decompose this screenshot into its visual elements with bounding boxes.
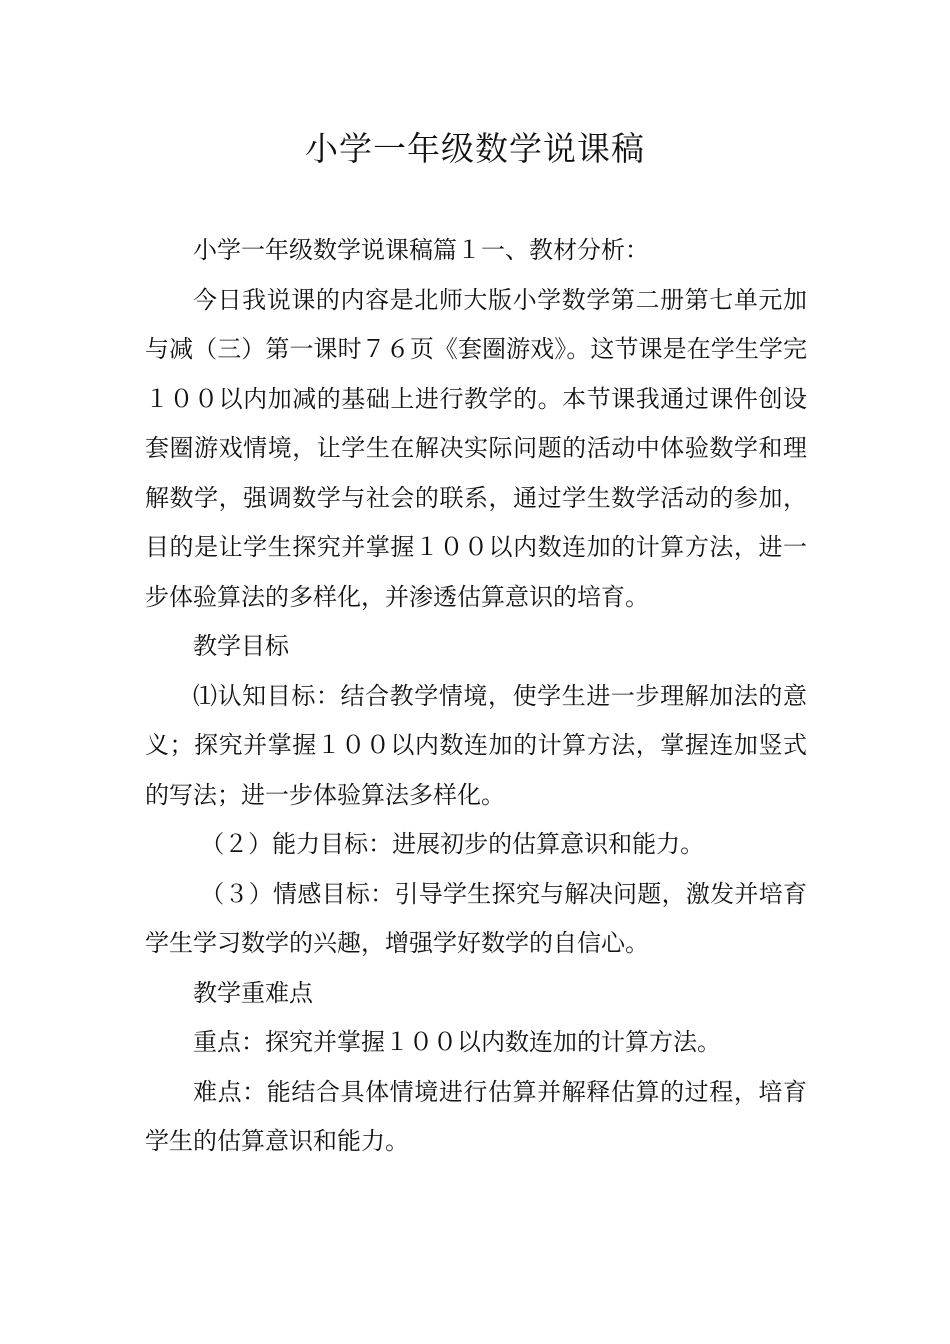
paragraph-material-analysis: 今日我说课的内容是北师大版小学数学第二册第七单元加与减（三）第一课时７６页《套圈游戏》。这节课是在学生学完１００以内加减的基础上进行教学的。本节课我通过课件创设套圈游戏情境，让学生在解决实际问题的活动中体验数学和理解数学，强调数学与社会的联系，通过学生数学活动的参加，目的是让学生探究并掌握１００以内数连加的计算方法，进一步体验算法的多样化，并渗透估算意识的培育。 [145, 285, 807, 611]
paragraph-emotional-goal: （３）情感目标：引导学生探究与解决问题，激发并培育学生学习数学的兴趣，增强学好数学的自信心。 [145, 879, 807, 957]
document-title: 小学一年级数学说课稿 [305, 129, 645, 168]
paragraph-difficult-point: 难点：能结合具体情境进行估算并解释估算的过程，培育学生的估算意识和能力。 [145, 1077, 807, 1155]
paragraph-intro: 小学一年级数学说课稿篇１一、教材分析： [193, 236, 649, 264]
paragraph-key-point: 重点：探究并掌握１００以内数连加的计算方法。 [193, 1028, 721, 1056]
document-body [145, 226, 807, 1167]
paragraph-cognitive-goal: ⑴认知目标：结合教学情境，使学生进一步理解加法的意义；探究并掌握１００以内数连加的计算方法，掌握连加竖式的写法；进一步体验算法多样化。 [145, 681, 807, 809]
paragraph-ability-goal: （２）能力目标：进展初步的估算意识和能力。 [200, 830, 705, 858]
heading-key-difficult-points: 教学重难点 [193, 978, 313, 1007]
heading-teaching-goals: 教学目标 [193, 632, 289, 660]
